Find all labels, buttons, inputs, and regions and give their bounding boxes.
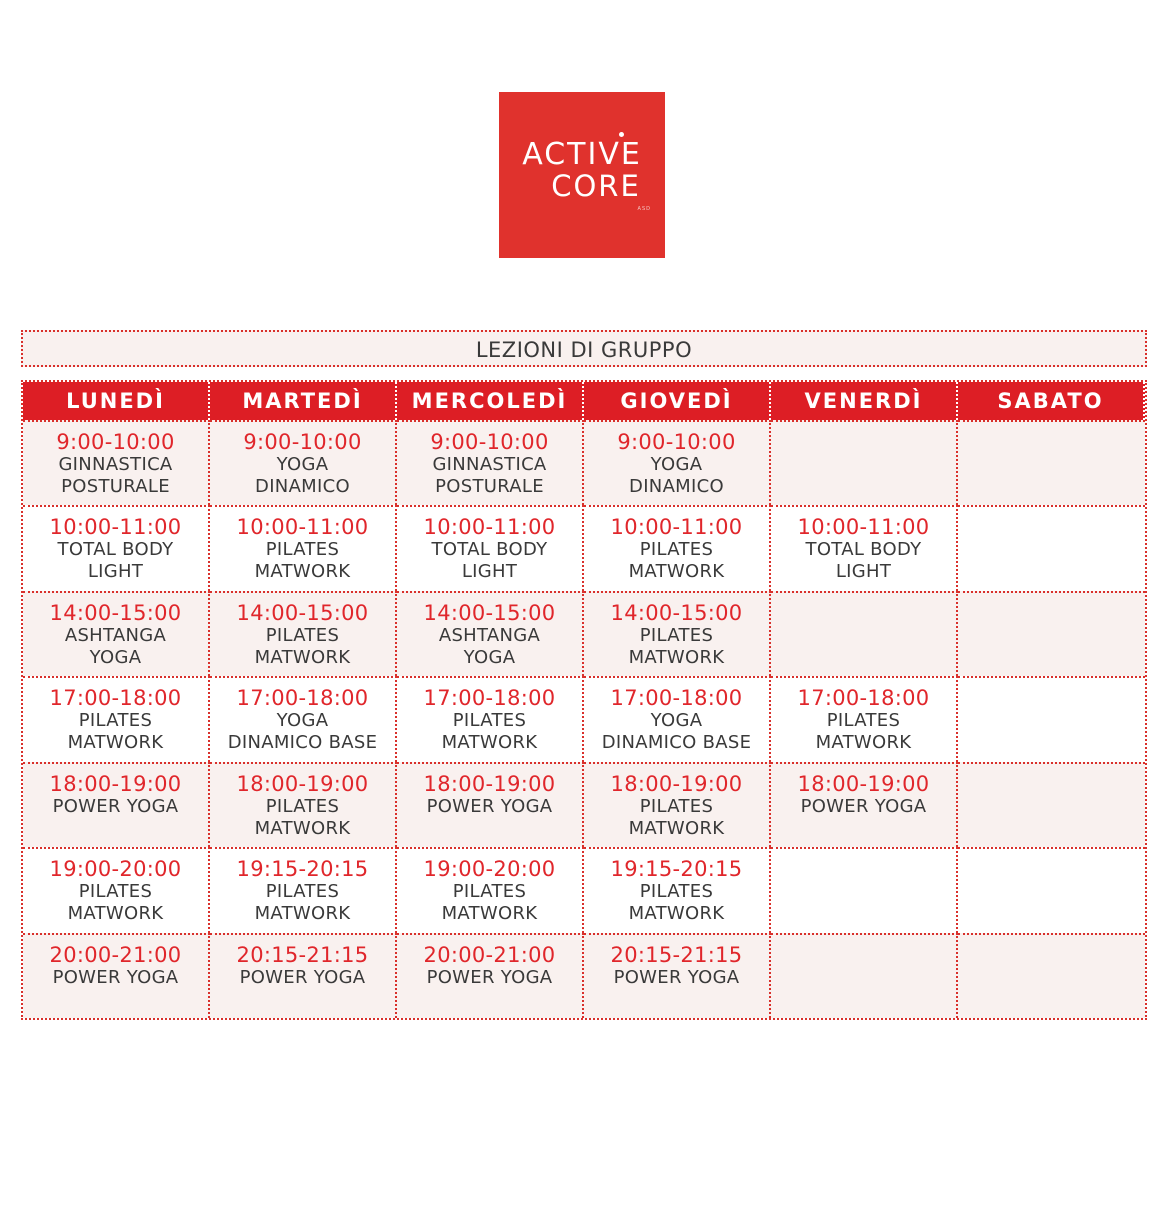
lesson-name: PILATES MATWORK	[441, 881, 538, 925]
schedule-cell	[584, 933, 771, 1018]
lesson-name: PILATES MATWORK	[815, 710, 912, 754]
lesson-time: 19:00-20:00	[423, 857, 556, 882]
schedule-title: LEZIONI DI GRUPPO	[21, 330, 1147, 367]
lesson-name: PILATES MATWORK	[628, 795, 725, 839]
schedule-cell	[397, 505, 584, 590]
lesson-time: 20:15-21:15	[610, 942, 743, 967]
schedule-cell	[23, 420, 210, 505]
lesson-time: 14:00-15:00	[49, 600, 182, 625]
lesson-name: PILATES MATWORK	[441, 710, 538, 754]
schedule-cell	[771, 676, 958, 761]
lesson-name: TOTAL BODY LIGHT	[805, 539, 922, 583]
day-header: MARTEDÌ	[210, 382, 397, 420]
lesson-time: 19:15-20:15	[610, 857, 743, 882]
logo-line-2: CORE	[551, 169, 641, 203]
lesson-name: POWER YOGA	[426, 795, 553, 817]
lesson-name: TOTAL BODY LIGHT	[57, 539, 174, 583]
schedule-cell	[23, 676, 210, 761]
lesson-name: ASHTANGA YOGA	[438, 624, 541, 668]
schedule-cell	[23, 933, 210, 1018]
schedule-cell	[771, 933, 958, 1018]
lesson-name: POWER YOGA	[52, 795, 179, 817]
schedule-cell	[23, 505, 210, 590]
schedule-cell	[584, 762, 771, 847]
lesson-time: 9:00-10:00	[617, 430, 736, 454]
schedule-cell	[210, 676, 397, 761]
lesson-time: 10:00-11:00	[797, 515, 930, 540]
lesson-name: GINNASTICA POSTURALE	[58, 454, 173, 497]
lesson-name: YOGA DINAMICO	[255, 454, 350, 497]
lesson-name: PILATES MATWORK	[254, 795, 351, 839]
day-header: LUNEDÌ	[23, 382, 210, 420]
lesson-name: PILATES MATWORK	[628, 881, 725, 925]
lesson-time: 18:00-19:00	[797, 771, 930, 796]
schedule-cell	[397, 762, 584, 847]
schedule-cell	[958, 591, 1145, 676]
day-header: MERCOLEDÌ	[397, 382, 584, 420]
lesson-time: 18:00-19:00	[236, 771, 369, 796]
lesson-name: YOGA DINAMICO	[629, 454, 724, 497]
lesson-name: PILATES MATWORK	[67, 710, 164, 754]
schedule-cell	[584, 847, 771, 932]
lesson-time: 20:00-21:00	[49, 942, 182, 967]
lesson-name: ASHTANGA YOGA	[64, 624, 167, 668]
schedule-cell	[771, 847, 958, 932]
schedule-cell	[584, 591, 771, 676]
lesson-time: 14:00-15:00	[610, 600, 743, 625]
lesson-name: POWER YOGA	[800, 795, 927, 817]
schedule-cell	[210, 420, 397, 505]
lesson-time: 18:00-19:00	[49, 771, 182, 796]
lesson-time: 20:00-21:00	[423, 942, 556, 967]
lesson-name: POWER YOGA	[426, 966, 553, 988]
active-core-logo	[499, 92, 665, 258]
logo-line-1: ACTIVE	[522, 137, 642, 172]
schedule-cell	[210, 847, 397, 932]
schedule-cell	[210, 505, 397, 590]
lesson-time: 10:00-11:00	[610, 515, 743, 540]
lesson-time: 9:00-10:00	[56, 430, 175, 454]
schedule-cell	[584, 505, 771, 590]
lesson-name: POWER YOGA	[239, 966, 366, 988]
lesson-time: 20:15-21:15	[236, 942, 369, 967]
schedule-cell	[210, 762, 397, 847]
lesson-name: PILATES MATWORK	[254, 624, 351, 668]
schedule-cell	[771, 591, 958, 676]
lesson-name: GINNASTICA POSTURALE	[432, 454, 547, 497]
lesson-name: PILATES MATWORK	[254, 539, 351, 583]
lesson-time: 19:15-20:15	[236, 857, 369, 882]
lesson-time: 17:00-18:00	[49, 686, 182, 711]
lesson-name: TOTAL BODY LIGHT	[431, 539, 548, 583]
schedule-cell	[958, 676, 1145, 761]
lesson-name: PILATES MATWORK	[67, 881, 164, 925]
schedule-cell	[771, 420, 958, 505]
schedule-cell	[397, 676, 584, 761]
schedule-cell	[210, 591, 397, 676]
lesson-time: 10:00-11:00	[423, 515, 556, 540]
lesson-time: 14:00-15:00	[423, 600, 556, 625]
lesson-name: PILATES MATWORK	[628, 624, 725, 668]
lesson-name: PILATES MATWORK	[254, 881, 351, 925]
schedule-cell	[23, 847, 210, 932]
schedule-cell	[397, 847, 584, 932]
schedule-cell	[397, 933, 584, 1018]
schedule-cell	[210, 933, 397, 1018]
schedule-cell	[958, 933, 1145, 1018]
schedule-cell	[771, 762, 958, 847]
lesson-name: PILATES MATWORK	[628, 539, 725, 583]
lesson-time: 18:00-19:00	[610, 771, 743, 796]
lesson-time: 17:00-18:00	[610, 686, 743, 711]
schedule-table	[21, 380, 1147, 1020]
schedule-cell	[958, 420, 1145, 505]
lesson-time: 17:00-18:00	[797, 686, 930, 711]
schedule-cell	[584, 676, 771, 761]
lesson-time: 17:00-18:00	[423, 686, 556, 711]
schedule-cell	[958, 505, 1145, 590]
schedule-cell	[584, 420, 771, 505]
logo-small-text: ASD	[637, 206, 651, 212]
lesson-time: 9:00-10:00	[430, 430, 549, 454]
schedule-cell	[23, 591, 210, 676]
schedule-cell	[958, 762, 1145, 847]
lesson-time: 19:00-20:00	[49, 857, 182, 882]
schedule-cell	[397, 591, 584, 676]
lesson-time: 10:00-11:00	[49, 515, 182, 540]
lesson-name: POWER YOGA	[613, 966, 740, 988]
lesson-name: YOGA DINAMICO BASE	[227, 710, 378, 754]
lesson-time: 14:00-15:00	[236, 600, 369, 625]
day-header: GIOVEDÌ	[584, 382, 771, 420]
lesson-time: 17:00-18:00	[236, 686, 369, 711]
lesson-time: 9:00-10:00	[243, 430, 362, 454]
schedule-cell	[397, 420, 584, 505]
schedule-cell	[958, 847, 1145, 932]
schedule-cell	[23, 762, 210, 847]
lesson-time: 10:00-11:00	[236, 515, 369, 540]
lesson-name: POWER YOGA	[52, 966, 179, 988]
day-header: SABATO	[958, 382, 1145, 420]
lesson-time: 18:00-19:00	[423, 771, 556, 796]
schedule-cell	[771, 505, 958, 590]
lesson-name: YOGA DINAMICO BASE	[601, 710, 752, 754]
day-header: VENERDÌ	[771, 382, 958, 420]
